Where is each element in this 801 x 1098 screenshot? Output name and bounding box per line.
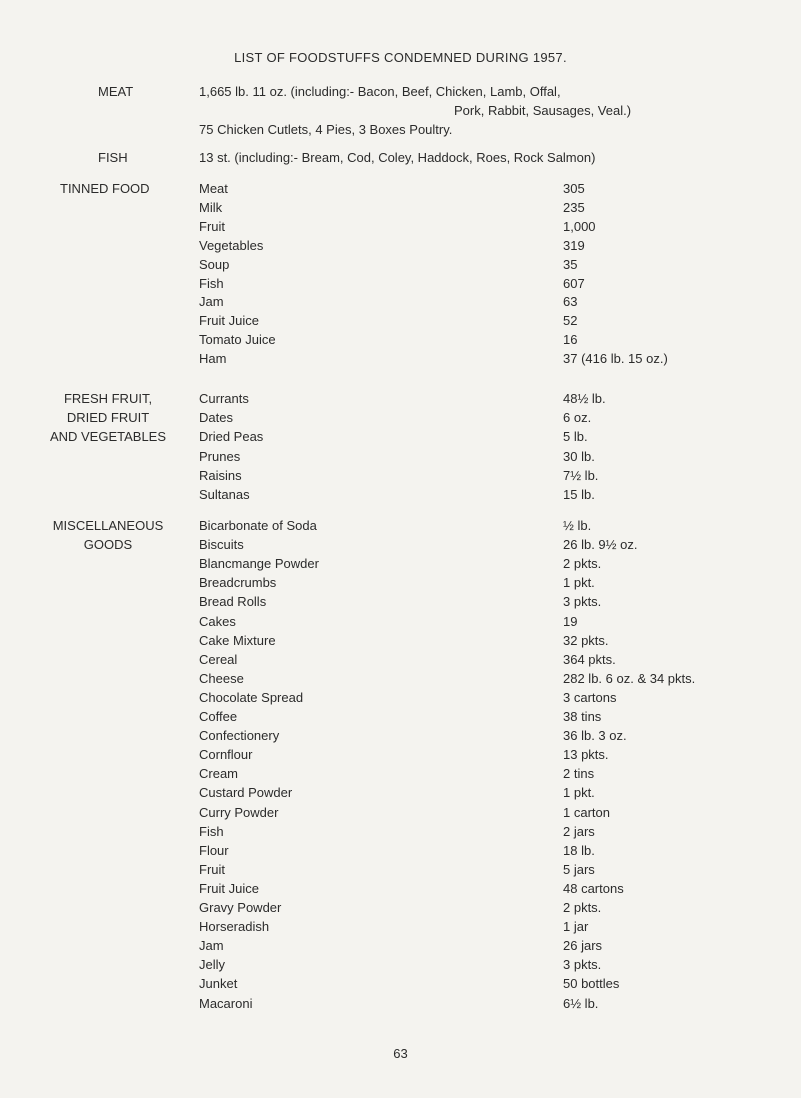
item-name: Fish bbox=[199, 275, 224, 291]
item-quantity: 607 bbox=[563, 275, 585, 291]
item-quantity: 5 jars bbox=[563, 861, 595, 877]
item-quantity: 305 bbox=[563, 181, 585, 196]
item-name: Fruit Juice bbox=[199, 313, 259, 329]
item-name: Biscuits bbox=[199, 537, 244, 553]
item-name: Cheese bbox=[199, 670, 244, 686]
item-name: Blancmange Powder bbox=[199, 556, 319, 572]
item-quantity: 13 pkts. bbox=[563, 747, 609, 763]
item-name: Dried Peas bbox=[199, 429, 264, 445]
fish-label: FISH bbox=[98, 150, 128, 165]
page-number: 63 bbox=[393, 1046, 408, 1061]
item-quantity: 1 pkt. bbox=[563, 575, 595, 591]
item-name: Bread Rolls bbox=[199, 594, 267, 610]
item-quantity: 3 pkts. bbox=[563, 594, 602, 610]
item-name: Cream bbox=[199, 766, 239, 782]
item-quantity: 30 lb. bbox=[563, 448, 595, 464]
item-name: Horseradish bbox=[199, 919, 270, 935]
item-name: Fruit Juice bbox=[199, 880, 259, 896]
item-name: Prunes bbox=[199, 448, 241, 464]
item-quantity: 282 lb. 6 oz. & 34 pkts. bbox=[563, 670, 696, 686]
item-name: Cornflour bbox=[199, 747, 253, 763]
item-quantity: 7½ lb. bbox=[563, 467, 599, 483]
item-name: Raisins bbox=[199, 467, 242, 483]
item-quantity: 37 (416 lb. 15 oz.) bbox=[563, 351, 668, 367]
fresh-fruit-label: FRESH FRUIT, bbox=[63, 391, 153, 406]
item-name: Jelly bbox=[199, 957, 226, 973]
item-name: Dates bbox=[199, 410, 233, 426]
item-quantity: 26 jars bbox=[563, 938, 603, 954]
meat-label: MEAT bbox=[98, 84, 134, 99]
item-name: Junket bbox=[199, 976, 238, 992]
item-name: Fish bbox=[199, 823, 224, 839]
item-name: Chocolate Spread bbox=[199, 689, 304, 705]
item-quantity: 5 lb. bbox=[563, 429, 588, 445]
item-name: Custard Powder bbox=[199, 785, 293, 801]
item-quantity: 38 tins bbox=[563, 709, 602, 724]
goods-label: GOODS bbox=[83, 537, 133, 552]
item-name: Breadcrumbs bbox=[199, 575, 277, 591]
item-quantity: 1 carton bbox=[563, 804, 610, 820]
meat-line-1: 1,665 lb. 11 oz. (including:- Bacon, Beef, Chicken, Lamb, Offal, bbox=[199, 84, 561, 99]
item-quantity: 48½ lb. bbox=[563, 391, 606, 406]
item-quantity: 35 bbox=[563, 256, 578, 272]
item-quantity: 26 lb. 9½ oz. bbox=[563, 537, 638, 553]
item-name: Soup bbox=[199, 256, 230, 272]
item-name: Macaroni bbox=[199, 995, 253, 1011]
item-name: Cake Mixture bbox=[199, 632, 276, 648]
item-quantity: 6½ lb. bbox=[563, 995, 599, 1011]
item-name: Flour bbox=[199, 842, 229, 858]
item-quantity: 3 pkts. bbox=[563, 957, 602, 973]
miscellaneous-label: MISCELLANEOUS bbox=[52, 518, 164, 533]
tinned-food-label: TINNED FOOD bbox=[60, 181, 150, 196]
meat-line-3: 75 Chicken Cutlets, 4 Pies, 3 Boxes Poultry. bbox=[199, 122, 453, 137]
item-name: Tomato Juice bbox=[199, 332, 276, 348]
item-name: Gravy Powder bbox=[199, 900, 282, 915]
item-quantity: 2 pkts. bbox=[563, 900, 602, 915]
page-title: LIST OF FOODSTUFFS CONDEMNED DURING 1957. bbox=[234, 50, 567, 65]
item-quantity: 32 pkts. bbox=[563, 632, 609, 648]
item-quantity: 2 tins bbox=[563, 766, 595, 782]
item-name: Bicarbonate of Soda bbox=[199, 518, 317, 533]
dried-fruit-label: DRIED FRUIT bbox=[66, 410, 150, 425]
item-name: Currants bbox=[199, 391, 249, 406]
item-name: Coffee bbox=[199, 709, 238, 724]
item-quantity: 19 bbox=[563, 613, 578, 629]
item-quantity: 364 pkts. bbox=[563, 651, 616, 667]
item-quantity: 36 lb. 3 oz. bbox=[563, 728, 627, 744]
item-name: Meat bbox=[199, 181, 228, 196]
item-quantity: 2 jars bbox=[563, 823, 595, 839]
item-name: Confectionery bbox=[199, 728, 280, 744]
item-quantity: 50 bottles bbox=[563, 976, 620, 992]
item-quantity: 1 pkt. bbox=[563, 785, 595, 801]
item-name: Cereal bbox=[199, 651, 238, 667]
item-quantity: 1,000 bbox=[563, 218, 596, 234]
item-quantity: 16 bbox=[563, 332, 578, 348]
item-quantity: 18 lb. bbox=[563, 842, 595, 858]
meat-line-2: Pork, Rabbit, Sausages, Veal.) bbox=[454, 103, 632, 118]
item-name: Ham bbox=[199, 351, 227, 367]
item-quantity: 52 bbox=[563, 313, 578, 329]
vegetables-label: AND VEGETABLES bbox=[49, 429, 167, 444]
item-name: Jam bbox=[199, 294, 224, 310]
item-name: Fruit bbox=[199, 218, 225, 234]
item-quantity: 319 bbox=[563, 237, 585, 253]
item-name: Fruit bbox=[199, 861, 225, 877]
item-quantity: 15 lb. bbox=[563, 487, 595, 502]
item-name: Cakes bbox=[199, 613, 236, 629]
item-name: Curry Powder bbox=[199, 804, 279, 820]
item-name: Jam bbox=[199, 938, 224, 954]
item-quantity: 235 bbox=[563, 199, 585, 215]
item-quantity: 48 cartons bbox=[563, 880, 624, 896]
item-quantity: ½ lb. bbox=[563, 518, 592, 533]
item-quantity: 1 jar bbox=[563, 919, 589, 935]
item-quantity: 6 oz. bbox=[563, 410, 592, 426]
item-quantity: 63 bbox=[563, 294, 578, 310]
item-quantity: 2 pkts. bbox=[563, 556, 602, 572]
item-quantity: 3 cartons bbox=[563, 689, 617, 705]
fish-line-1: 13 st. (including:- Bream, Cod, Coley, Haddock, Roes, Rock Salmon) bbox=[199, 150, 596, 165]
item-name: Milk bbox=[199, 199, 223, 215]
item-name: Sultanas bbox=[199, 487, 250, 502]
item-name: Vegetables bbox=[199, 237, 264, 253]
